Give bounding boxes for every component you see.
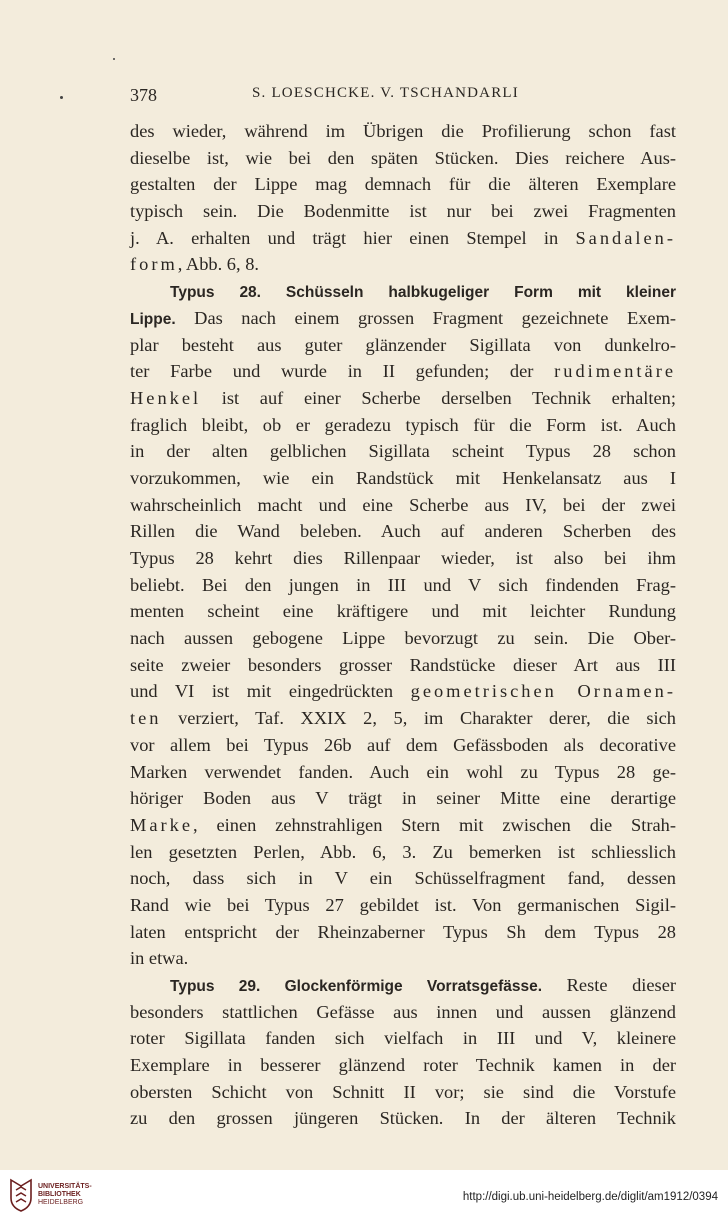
text-run: Marken verwendet fanden. Auch ein wohl zu Typus 28 ge-: [130, 761, 676, 782]
text-line: [130, 652, 676, 679]
text-run: gestalten der Lippe mag demnach für die älteren Exemplare: [130, 174, 676, 195]
section-heading: Lippe.: [130, 310, 176, 328]
spaced-emphasis: geometrischen Ornamen-: [410, 681, 676, 702]
text-run: Exemplare in besserer glänzend roter Technik kamen in der: [130, 1055, 676, 1076]
text-run: j. A. erhalten und trägt hier einen Stempel in: [130, 227, 576, 248]
text-run: Reste dieser: [542, 975, 677, 995]
text-line: [130, 518, 676, 545]
text-line: [130, 1079, 676, 1106]
text-line: [130, 812, 676, 839]
text-run: zu den grossen jüngeren Stücken. In der älteren Technik: [130, 1108, 676, 1129]
text-line: [130, 438, 676, 465]
text-run: ist auf einer Scherbe derselben Technik erhalten;: [201, 387, 676, 408]
scan-speck: [113, 58, 115, 60]
text-line: [130, 999, 676, 1026]
text-run: , Abb. 6, 8.: [177, 254, 259, 275]
text-run: Das nach einem grossen Fragment gezeichnete Exem-: [175, 307, 676, 328]
text-run: , einen zehnstrahligen Stern mit zwischen die Strah-: [193, 814, 676, 835]
text-line: [130, 545, 676, 572]
library-name-line: HEIDELBERG: [38, 1199, 84, 1206]
text-run: verziert, Taf. XXIX 2, 5, im Charakter derer, die sich: [161, 708, 676, 729]
text-line: [130, 1105, 676, 1132]
text-line: [130, 972, 676, 999]
text-run: obersten Schicht von Schnitt II vor; sie sind die Vorstufe: [130, 1081, 676, 1102]
text-line: [130, 705, 676, 732]
text-run: in der alten gelblichen Sigillata scheint Typus 28 schon: [130, 441, 676, 462]
section-heading: Typus 28. Schüsseln halbkugeliger Form mit kleiner: [170, 284, 676, 302]
body-text: [130, 118, 676, 1132]
text-line: [130, 332, 676, 359]
text-line: [130, 305, 676, 332]
text-run: typisch sein. Die Bodenmitte ist nur bei zwei Fragmenten: [130, 201, 676, 222]
text-line: [130, 598, 676, 625]
text-line: [130, 412, 676, 439]
spaced-emphasis: form: [130, 254, 178, 275]
text-run: und VI ist mit eingedrückten: [130, 681, 411, 702]
text-run: besonders stattlichen Gefässe aus innen und aussen glänzend: [130, 1001, 676, 1022]
text-line: [130, 1025, 676, 1052]
library-name-line: UNIVERSITÄTS-: [38, 1183, 92, 1190]
text-line: [130, 892, 676, 919]
text-run: dieselbe ist, wie bei den späten Stücken. Dies reichere Aus-: [130, 147, 676, 168]
spaced-emphasis: rudimentäre: [554, 361, 676, 382]
text-run: menten scheint eine kräftigere und mit leichter Rundung: [130, 601, 676, 622]
library-logo-icon: [8, 1178, 34, 1212]
text-run: Typus 28 kehrt dies Rillenpaar wieder, ist also bei ihm: [130, 548, 676, 568]
page-header: [130, 85, 676, 109]
source-url-link[interactable]: http://digi.ub.uni-heidelberg.de/diglit/am1912/0394: [462, 1191, 718, 1203]
text-line: [130, 465, 676, 492]
text-run: vorzukommen, wie ein Randstück mit Henkelansatz aus I: [130, 467, 676, 488]
text-run: des wieder, während im Übrigen die Profilierung schon fast: [130, 121, 676, 141]
text-run: roter Sigillata fanden sich vielfach in III und V, kleinere: [130, 1028, 676, 1049]
text-line: [130, 945, 676, 972]
section-heading: Typus 29. Glockenförmige Vorratsgefässe.: [170, 978, 543, 995]
library-name-line: BIBLIOTHEK: [38, 1191, 81, 1198]
text-run: Rillen die Wand beleben. Auch auf anderen Scherben des: [130, 521, 676, 542]
text-line: [130, 865, 676, 892]
text-line: [130, 1052, 676, 1079]
text-line: [130, 198, 676, 225]
text-run: len gesetzten Perlen, Abb. 6, 3. Zu bemerken ist schliesslich: [130, 841, 676, 862]
text-run: noch, dass sich in V ein Schüsselfragment fand, dessen: [130, 868, 676, 889]
text-run: nach aussen gebogene Lippe bevorzugt zu sein. Die Ober-: [130, 628, 676, 649]
spaced-emphasis: Marke: [130, 814, 193, 835]
text-run: ter Farbe und wurde in II gefunden; der: [130, 361, 555, 382]
text-line: [130, 118, 676, 145]
page-number: 378: [130, 85, 157, 105]
text-line: [130, 492, 676, 519]
text-line: [130, 919, 676, 946]
text-run: vor allem bei Typus 26b auf dem Gefässboden als decorative: [130, 734, 676, 755]
text-line: [130, 225, 676, 252]
spaced-emphasis: ten: [130, 708, 162, 729]
text-run: wahrscheinlich macht und eine Scherbe aus IV, bei der zwei: [130, 494, 676, 515]
text-line: [130, 759, 676, 786]
text-run: in etwa.: [130, 948, 189, 969]
text-line: [130, 785, 676, 812]
text-run: höriger Boden aus V trägt in seiner Mitte eine derartige: [130, 788, 676, 809]
spaced-emphasis: Henkel: [130, 387, 202, 408]
text-run: beliebt. Bei den jungen in III und V sich findenden Frag-: [130, 574, 676, 595]
text-run: seite zweier besonders grosser Randstücke dieser Art aus III: [130, 654, 676, 675]
text-line: [130, 385, 676, 412]
spaced-emphasis: Sandalen-: [575, 227, 676, 248]
text-line: [130, 145, 676, 172]
text-run: Rand wie bei Typus 27 gebildet ist. Von germanischen Sigil-: [130, 894, 676, 915]
library-name: [38, 1183, 92, 1207]
footer-bar: [0, 1170, 728, 1225]
running-head: S. LOESCHCKE. V. TSCHANDARLI: [252, 85, 519, 101]
text-line: [130, 251, 676, 278]
text-run: plar besteht aus guter glänzender Sigillata von dunkelro-: [130, 334, 676, 355]
text-line: [130, 278, 676, 305]
text-line: [130, 358, 676, 385]
text-line: [130, 171, 676, 198]
text-line: [130, 625, 676, 652]
scan-speck: [60, 96, 63, 99]
text-run: fraglich bleibt, ob er geradezu typisch für die Form ist. Auch: [130, 414, 676, 435]
text-line: [130, 732, 676, 759]
text-run: laten entspricht der Rheinzaberner Typus Sh dem Typus 28: [130, 921, 676, 942]
text-line: [130, 678, 676, 705]
text-line: [130, 572, 676, 599]
text-line: [130, 839, 676, 866]
